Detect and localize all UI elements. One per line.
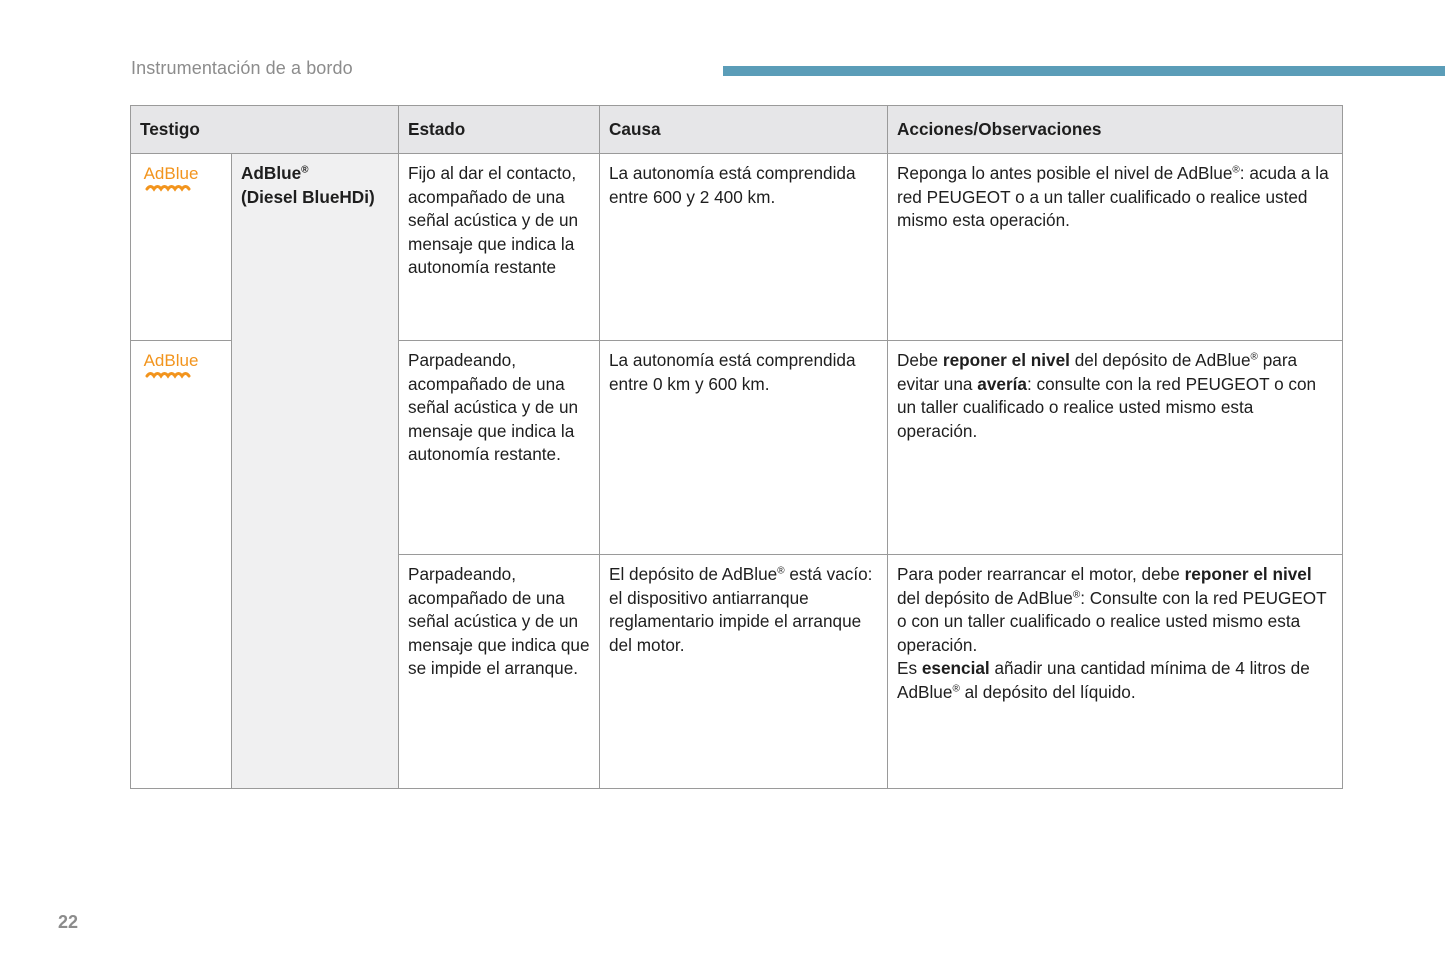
indicator-name-cell (232, 154, 399, 789)
indicator-name: AdBlue (241, 163, 302, 183)
table-header-row (131, 106, 1343, 154)
acciones-cell: Para poder rearrancar el motor, debe reponer el nivel del depósito de AdBlue®: Consulte con la red PEUGEOT o con un taller cualificado o realice usted mismo esta operación. Es esencial añadir una cantidad mínima de 4 litros de AdBlue® al depósito del líquido. (888, 555, 1343, 789)
registered-mark: ® (301, 164, 309, 176)
adblue-warning-icon (140, 162, 202, 198)
column-header-estado: Estado (399, 106, 600, 154)
estado-cell: Parpadeando, acompañado de una señal acústica y de un mensaje que indica que se impide el arranque. (399, 555, 600, 789)
estado-cell: Fijo al dar el contacto, acompañado de una señal acústica y de un mensaje que indica la autonomía restante (399, 154, 600, 341)
indicator-icon-cell (131, 154, 232, 341)
indicator-variant: (Diesel BlueHDi) (241, 186, 375, 207)
column-header-causa: Causa (600, 106, 888, 154)
adblue-icon-label: AdBlue (143, 164, 199, 183)
indicator-icon-cell (131, 341, 232, 789)
header-accent-bar (723, 66, 1445, 76)
adblue-warning-icon (140, 349, 202, 385)
column-header-testigo: Testigo (131, 106, 399, 154)
causa-cell: La autonomía está comprendida entre 0 km y 600 km. (600, 341, 888, 555)
acciones-cell: Debe reponer el nivel del depósito de AdBlue® para evitar una avería: consulte con la red PEUGEOT o con un taller cualificado o realice usted mismo esta operación. (888, 341, 1343, 555)
adblue-icon-label: AdBlue (143, 351, 199, 370)
causa-cell: La autonomía está comprendida entre 600 y 2 400 km. (600, 154, 888, 341)
table-row (131, 154, 1343, 341)
warning-lights-table (130, 105, 1343, 789)
column-header-acciones: Acciones/Observaciones (888, 106, 1343, 154)
acciones-cell: Reponga lo antes posible el nivel de AdBlue®: acuda a la red PEUGEOT o a un taller cualificado o realice usted mismo esta operación. (888, 154, 1343, 341)
causa-cell: El depósito de AdBlue® está vacío: el dispositivo antiarranque reglamentario impide el arranque del motor. (600, 555, 888, 789)
estado-cell: Parpadeando, acompañado de una señal acústica y de un mensaje que indica la autonomía restante. (399, 341, 600, 555)
page-section-title: Instrumentación de a bordo (131, 58, 353, 78)
page-number: 22 (58, 912, 79, 932)
